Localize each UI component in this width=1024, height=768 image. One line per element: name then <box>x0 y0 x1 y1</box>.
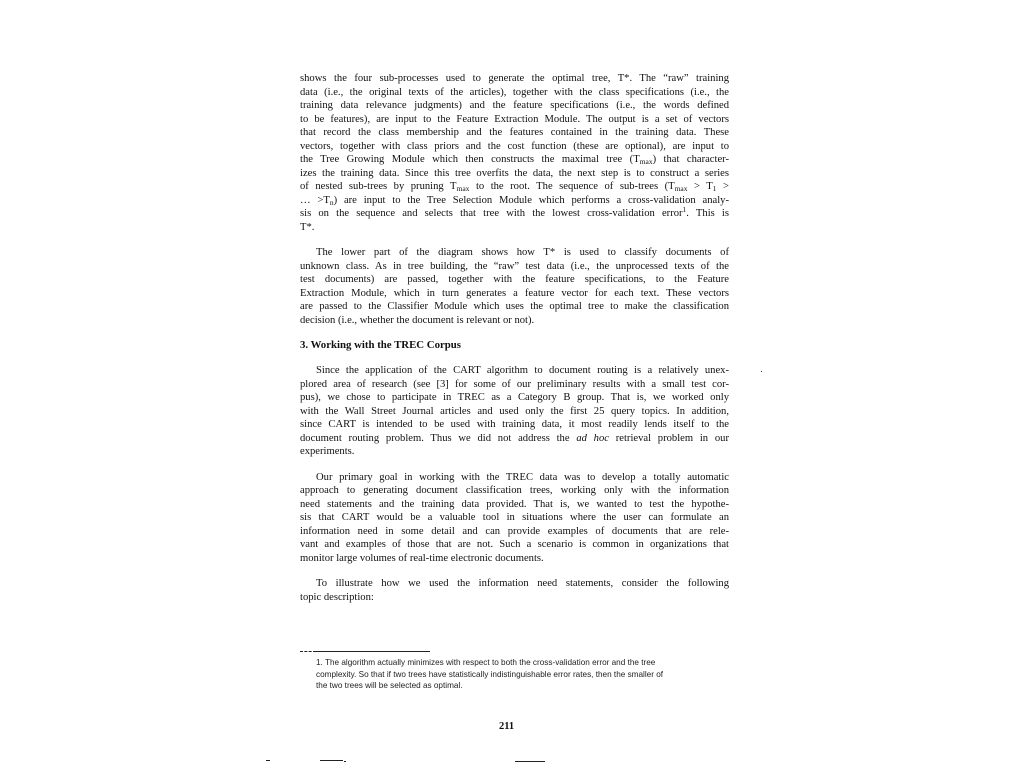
paragraph-illustrate <box>300 577 729 604</box>
paragraph-trec-intro <box>300 364 729 459</box>
subscript: max <box>456 184 470 193</box>
text-line <box>300 207 729 221</box>
text-line: since CART is intended to be used with training data, it most readily lends itself to the <box>300 419 729 430</box>
text-line: approach to generating document classification trees, working only with the information <box>300 485 729 496</box>
scan-artifact-mark <box>515 761 545 762</box>
scan-artifact-mark <box>344 761 346 762</box>
footnote-separator-dash <box>300 651 316 652</box>
scan-artifact-dot <box>761 371 762 372</box>
footnote-separator <box>300 651 430 652</box>
text-line: need statements and the training data provided. That is, we wanted to test the hypothe- <box>300 498 729 510</box>
text-line: experiments. <box>300 446 355 457</box>
paragraph-process-description <box>300 72 729 234</box>
text-line: training data relevance judgments) and the feature specifications (i.e., the words defined <box>300 100 729 111</box>
text-segment: > <box>716 181 730 192</box>
scan-artifact-mark <box>266 760 270 761</box>
footnote-line: complexity. So that if two trees have statistically indistinguishable error rates, then the smaller of <box>316 669 664 679</box>
text-segment: document routing problem. Thus we did not address the <box>300 432 577 444</box>
section-heading: 3. Working with the TREC Corpus <box>300 339 461 351</box>
text-line: izes the training data. Since this tree overfits the data, the next step is to construct a series <box>300 167 729 179</box>
text-line: are passed to the Classifier Module which uses the optimal tree to make the classification <box>300 301 729 312</box>
text-line: Since the application of the CART algorithm to document routing is a relatively unex- <box>316 365 729 376</box>
text-segment: retrieval problem in our <box>608 432 729 444</box>
text-line: pus), we chose to participate in TREC as a Category B group. That is, we worked only <box>300 392 729 403</box>
footnote <box>316 657 716 692</box>
text-line: plored area of research (see [3] for some of our preliminary results with a small test cor- <box>300 378 729 390</box>
text-segment: the Tree Growing Module which then constructs the maximal tree (T <box>300 154 640 165</box>
scan-artifact-mark <box>320 760 343 761</box>
page-number: 211 <box>499 721 515 732</box>
text-segment: ) that character- <box>652 154 729 165</box>
text-line: with the Wall Street Journal articles and used only the first 25 query topics. In addition, <box>300 405 729 417</box>
text-line: T*. <box>300 221 315 233</box>
text-line: shows the four sub-processes used to generate the optimal tree, T*. The “raw” training <box>300 73 729 84</box>
paragraph-classification <box>300 246 729 327</box>
document-page <box>300 72 729 604</box>
text-line: Our primary goal in working with the TREC data was to develop a totally automatic <box>316 471 729 483</box>
text-line: The lower part of the diagram shows how T* is used to classify documents of <box>316 247 729 258</box>
text-line: unknown class. As in tree building, the “raw” test data (i.e., the unprocessed texts of the <box>300 260 729 272</box>
text-segment: . This is <box>686 208 729 219</box>
text-segment: sis on the sequence and selects that tree with the lowest cross-validation error <box>300 208 683 219</box>
text-line: topic description: <box>300 591 374 603</box>
text-segment: … >T <box>300 194 330 206</box>
text-segment: to the root. The sequence of sub-trees (T <box>469 181 675 192</box>
text-line: sis that CART would be a valuable tool in situations where the user can formulate an <box>300 512 729 523</box>
text-line: test documents) are passed, together with the feature specifications, to the Feature <box>300 274 729 285</box>
text-line <box>300 432 729 446</box>
subscript: max <box>674 184 688 193</box>
text-line: vant and examples of those that are not. Such a scenario is common in organizations that <box>300 539 729 550</box>
text-line <box>300 153 729 167</box>
text-line: decision (i.e., whether the document is relevant or not). <box>300 314 535 326</box>
subscript: 1 <box>712 184 717 193</box>
text-line <box>300 194 729 208</box>
text-line <box>300 180 729 194</box>
text-line: vectors, together with class priors and the cost function (these are optional), are input to <box>300 140 729 152</box>
text-line: to be features), are input to the Feature Extraction Module. The output is a set of vectors <box>300 113 729 125</box>
paragraph-primary-goal <box>300 471 729 566</box>
footnote-ref[interactable]: 1 <box>682 205 687 214</box>
text-segment: > T <box>687 181 713 192</box>
text-line: monitor large volumes of real-time electronic documents. <box>300 552 544 564</box>
text-segment: of nested sub-trees by pruning T <box>300 181 457 192</box>
text-line: information need in some detail and can provide examples of documents that are rele- <box>300 525 729 537</box>
text-segment: ) are input to the Tree Selection Module which performs a cross-validation analy- <box>333 194 729 206</box>
text-line: Extraction Module, which in turn generates a feature vector for each text. These vectors <box>300 287 729 299</box>
italic-term: ad hoc <box>576 432 609 444</box>
subscript: n <box>329 197 334 207</box>
text-line: data (i.e., the original texts of the articles), together with the class specifications (i.e., the <box>300 86 729 98</box>
subscript: max <box>639 157 653 166</box>
text-line: To illustrate how we used the information need statements, consider the following <box>316 578 729 589</box>
footnote-line: the two trees will be selected as optimal. <box>316 681 463 690</box>
text-line: that record the class membership and the features contained in the training data. These <box>300 127 729 138</box>
footnote-line: 1. The algorithm actually minimizes with respect to both the cross-validation error and the tree <box>316 658 656 667</box>
